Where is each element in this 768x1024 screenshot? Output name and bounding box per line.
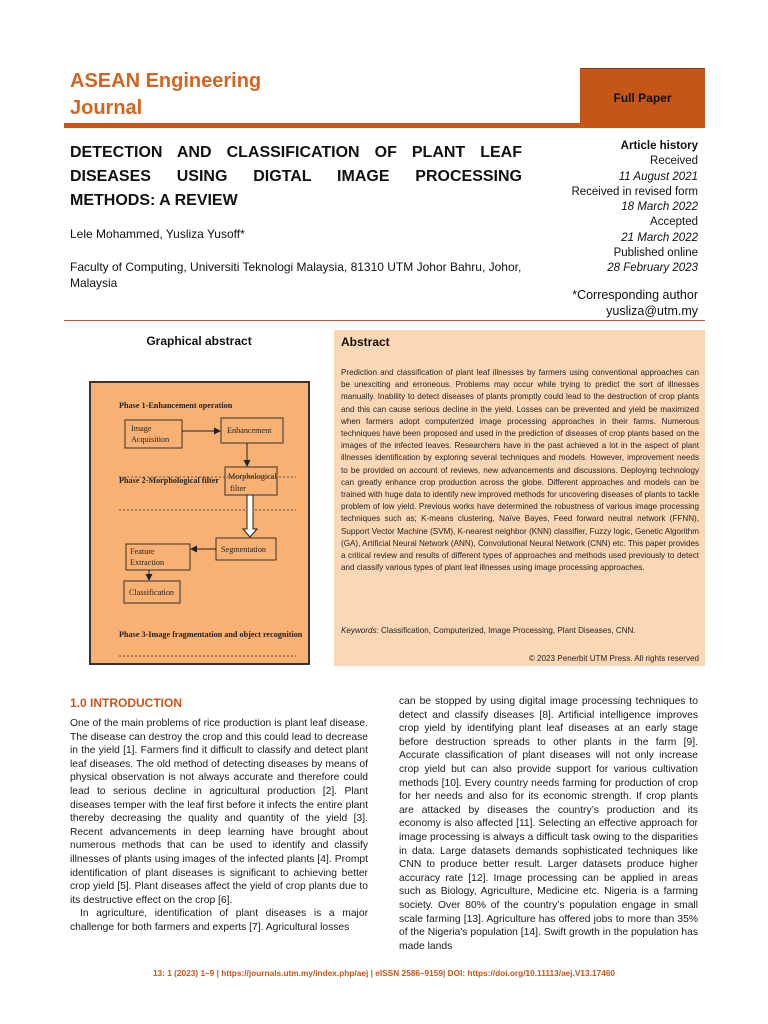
received-label: Received bbox=[650, 155, 698, 168]
image-acquisition-label-2: Acquisition bbox=[131, 435, 170, 444]
article-title: DETECTION AND CLASSIFICATION OF PLANT LEAF DISEASES USING DIGTAL IMAGE PROCESSING METHODS: A REVIEW bbox=[70, 144, 522, 209]
phase3-label: Phase 3-Image fragmentation and object recognition bbox=[119, 630, 303, 639]
morphological-filter-label-2: filter bbox=[230, 484, 246, 493]
abstract-text: Prediction and classification of plant leaf illnesses by farmers using conventional approaches can be unexciting and erroneous. Problems may occur while trying to predict the sort of illnesses manually. Inability to detect diseases of plants promptly could lead to the destruction of crop plants and this can cause serious decline in the yield. Losses can be prevented and yield be maximized when farmers adopt computerized image processing approaches in their farms. Numerous techniques have been proposed and used in the prediction of diseases of crop plants based on the images of the infected leaves. Researchers have in the past achieved a lot in the aspect of plant illnesses identification by exploring several techniques and models. However, improvement needs to be provided on account of reviews, new advancements and discussions. Deploying technology can greatly enhance crop production across the globe. Different approaches and models can be trained with huge data to identify new improved methods for uncovering diseases of plants to tackle problem of low yield. Previous works have determined the robustness of various image processing techniques such as; K-means clustering, Naïve Bayes, Feed forward neutral network (FFNN), Support Vector Machine (SVM), K-nearest neighbor (KNN) classifier, Fuzzy logic, Genetic Algorithm (GA), Artificial Neural Network (ANN), Convolutional Neural Network (CNN) etc. This paper provides a critical review and results of different types of approaches and methods used previously to detect and classify various types of plant leaf illnesses using image processing approaches. bbox=[341, 368, 699, 573]
graphical-abstract-figure bbox=[89, 381, 310, 665]
affiliation: Faculty of Computing, Universiti Teknologi Malaysia, 81310 UTM Johor Bahru, Johor, Malaysia bbox=[70, 260, 522, 290]
phase1-label: Phase 1-Enhancement operation bbox=[119, 401, 233, 410]
journal-name: ASEAN Engineering Journal bbox=[70, 70, 262, 119]
paper-type-badge bbox=[580, 68, 705, 127]
body-paragraph: In agriculture, identification of plant diseases is a major challenge for both farmers and experts [7]. Agricultural losses bbox=[70, 908, 368, 933]
classification-label: Classification bbox=[129, 588, 175, 597]
keywords bbox=[341, 626, 699, 635]
body-column-right bbox=[399, 695, 698, 953]
keywords-list: : Classification, Computerized, Image Processing, Plant Diseases, CNN. bbox=[376, 626, 636, 635]
keywords-label: Keywords bbox=[341, 626, 377, 635]
accepted-date: 21 March 2022 bbox=[621, 231, 698, 244]
page-footer: 13: 1 (2023) 1–9 | https://journals.utm.my/index.php/aej | eISSN 2586–9159| DOI: https://doi.org/10.11113/aej.V13.17460 bbox=[152, 968, 616, 978]
feature-extraction-label-1: Feature bbox=[130, 547, 155, 556]
revised-date: 18 March 2022 bbox=[621, 201, 698, 214]
graphical-abstract-label: Graphical abstract bbox=[146, 334, 252, 348]
corresponding-author bbox=[520, 287, 698, 319]
section-title: 1.0 INTRODUCTION bbox=[70, 696, 183, 710]
received-date: 11 August 2021 bbox=[618, 170, 698, 183]
abstract-heading: Abstract bbox=[341, 335, 390, 349]
segmentation-label: Segmentation bbox=[221, 545, 267, 554]
image-acquisition-label-1: Image bbox=[131, 424, 152, 433]
published-date: 28 February 2023 bbox=[607, 262, 698, 275]
copyright: © 2023 Penerbit UTM Press. All rights reserved bbox=[528, 654, 699, 663]
header-rule bbox=[64, 123, 705, 128]
revised-label: Received in revised form bbox=[571, 185, 698, 198]
body-column-left bbox=[70, 717, 368, 935]
feature-extraction-label-2: Extraction bbox=[130, 558, 165, 567]
body-paragraph: One of the main problems of rice production is plant leaf disease. The disease can destroy the crop and this could lead to decrease in the yield [1]. Farmers find it difficult to classify and detect plant leaf diseases. The old method of detecting diseases by means of physical observation is not always accurate and therefore could lead to serious decline in agricultural production [2]. Plant diseases temper with the leaf first before it infects the entire plant thereby decreasing the quality and quantity of the yield [3]. Recent advancements in deep learning have brought about numerous methods that can be used to identify and classify illnesses of plants using images of the infected plants [4]. Prompt identification of plant diseases is significant to achieving better crop yield [5]. Plant diseases affect the yield of crop plants due to its destructive effect on the crop [6]. bbox=[70, 718, 368, 906]
phase2-label: Phase 2-Morphological filter bbox=[119, 476, 220, 485]
morphological-filter-label-1: Morphological bbox=[228, 472, 277, 481]
corresponding-email[interactable]: yusliza@utm.my bbox=[606, 304, 698, 318]
paper-type-label: Full Paper bbox=[613, 91, 672, 105]
enhancement-label: Enhancement bbox=[227, 426, 272, 435]
flowchart-diagram bbox=[91, 383, 308, 663]
article-history bbox=[520, 139, 698, 277]
history-heading: Article history bbox=[620, 140, 698, 152]
accepted-label: Accepted bbox=[650, 216, 698, 229]
section-rule bbox=[64, 320, 705, 321]
corresponding-label: *Corresponding author bbox=[572, 288, 698, 302]
authors: Lele Mohammed, Yusliza Yusoff* bbox=[70, 227, 245, 241]
published-label: Published online bbox=[613, 247, 698, 260]
arrow-morph-segmentation bbox=[243, 495, 257, 537]
body-paragraph: can be stopped by using digital image processing techniques to detect and classify diseases [8]. Artificial intelligence improves crop yield by identifying plant leaf diseases at an early stage before destruction spreads to other plants in the farm [9]. Accurate classification of plant diseases will not only increase crop yield but can also provide support for various cultivation methods [10]. Every country needs farming for production of crop for her needs and also for its economic strength. If crop plants are attacked by diseases the country’s production and its economy is also affected [11]. Selecting an effective approach for image processing is always a difficult task owing to the disparities in data. Large datasets demands sophisticated techniques like CNN to produce better result. Larger datasets produce higher accuracy rate [12]. Image processing can be applied in areas such as Biology, Agriculture, Medicine etc. Nigeria is a farming society. Over 80% of the country’s population engage in small scale farming [13]. Agriculture has offered jobs to more than 35% of the Nigeria's population [14]. Swift growth in the population has made lands bbox=[399, 696, 698, 952]
